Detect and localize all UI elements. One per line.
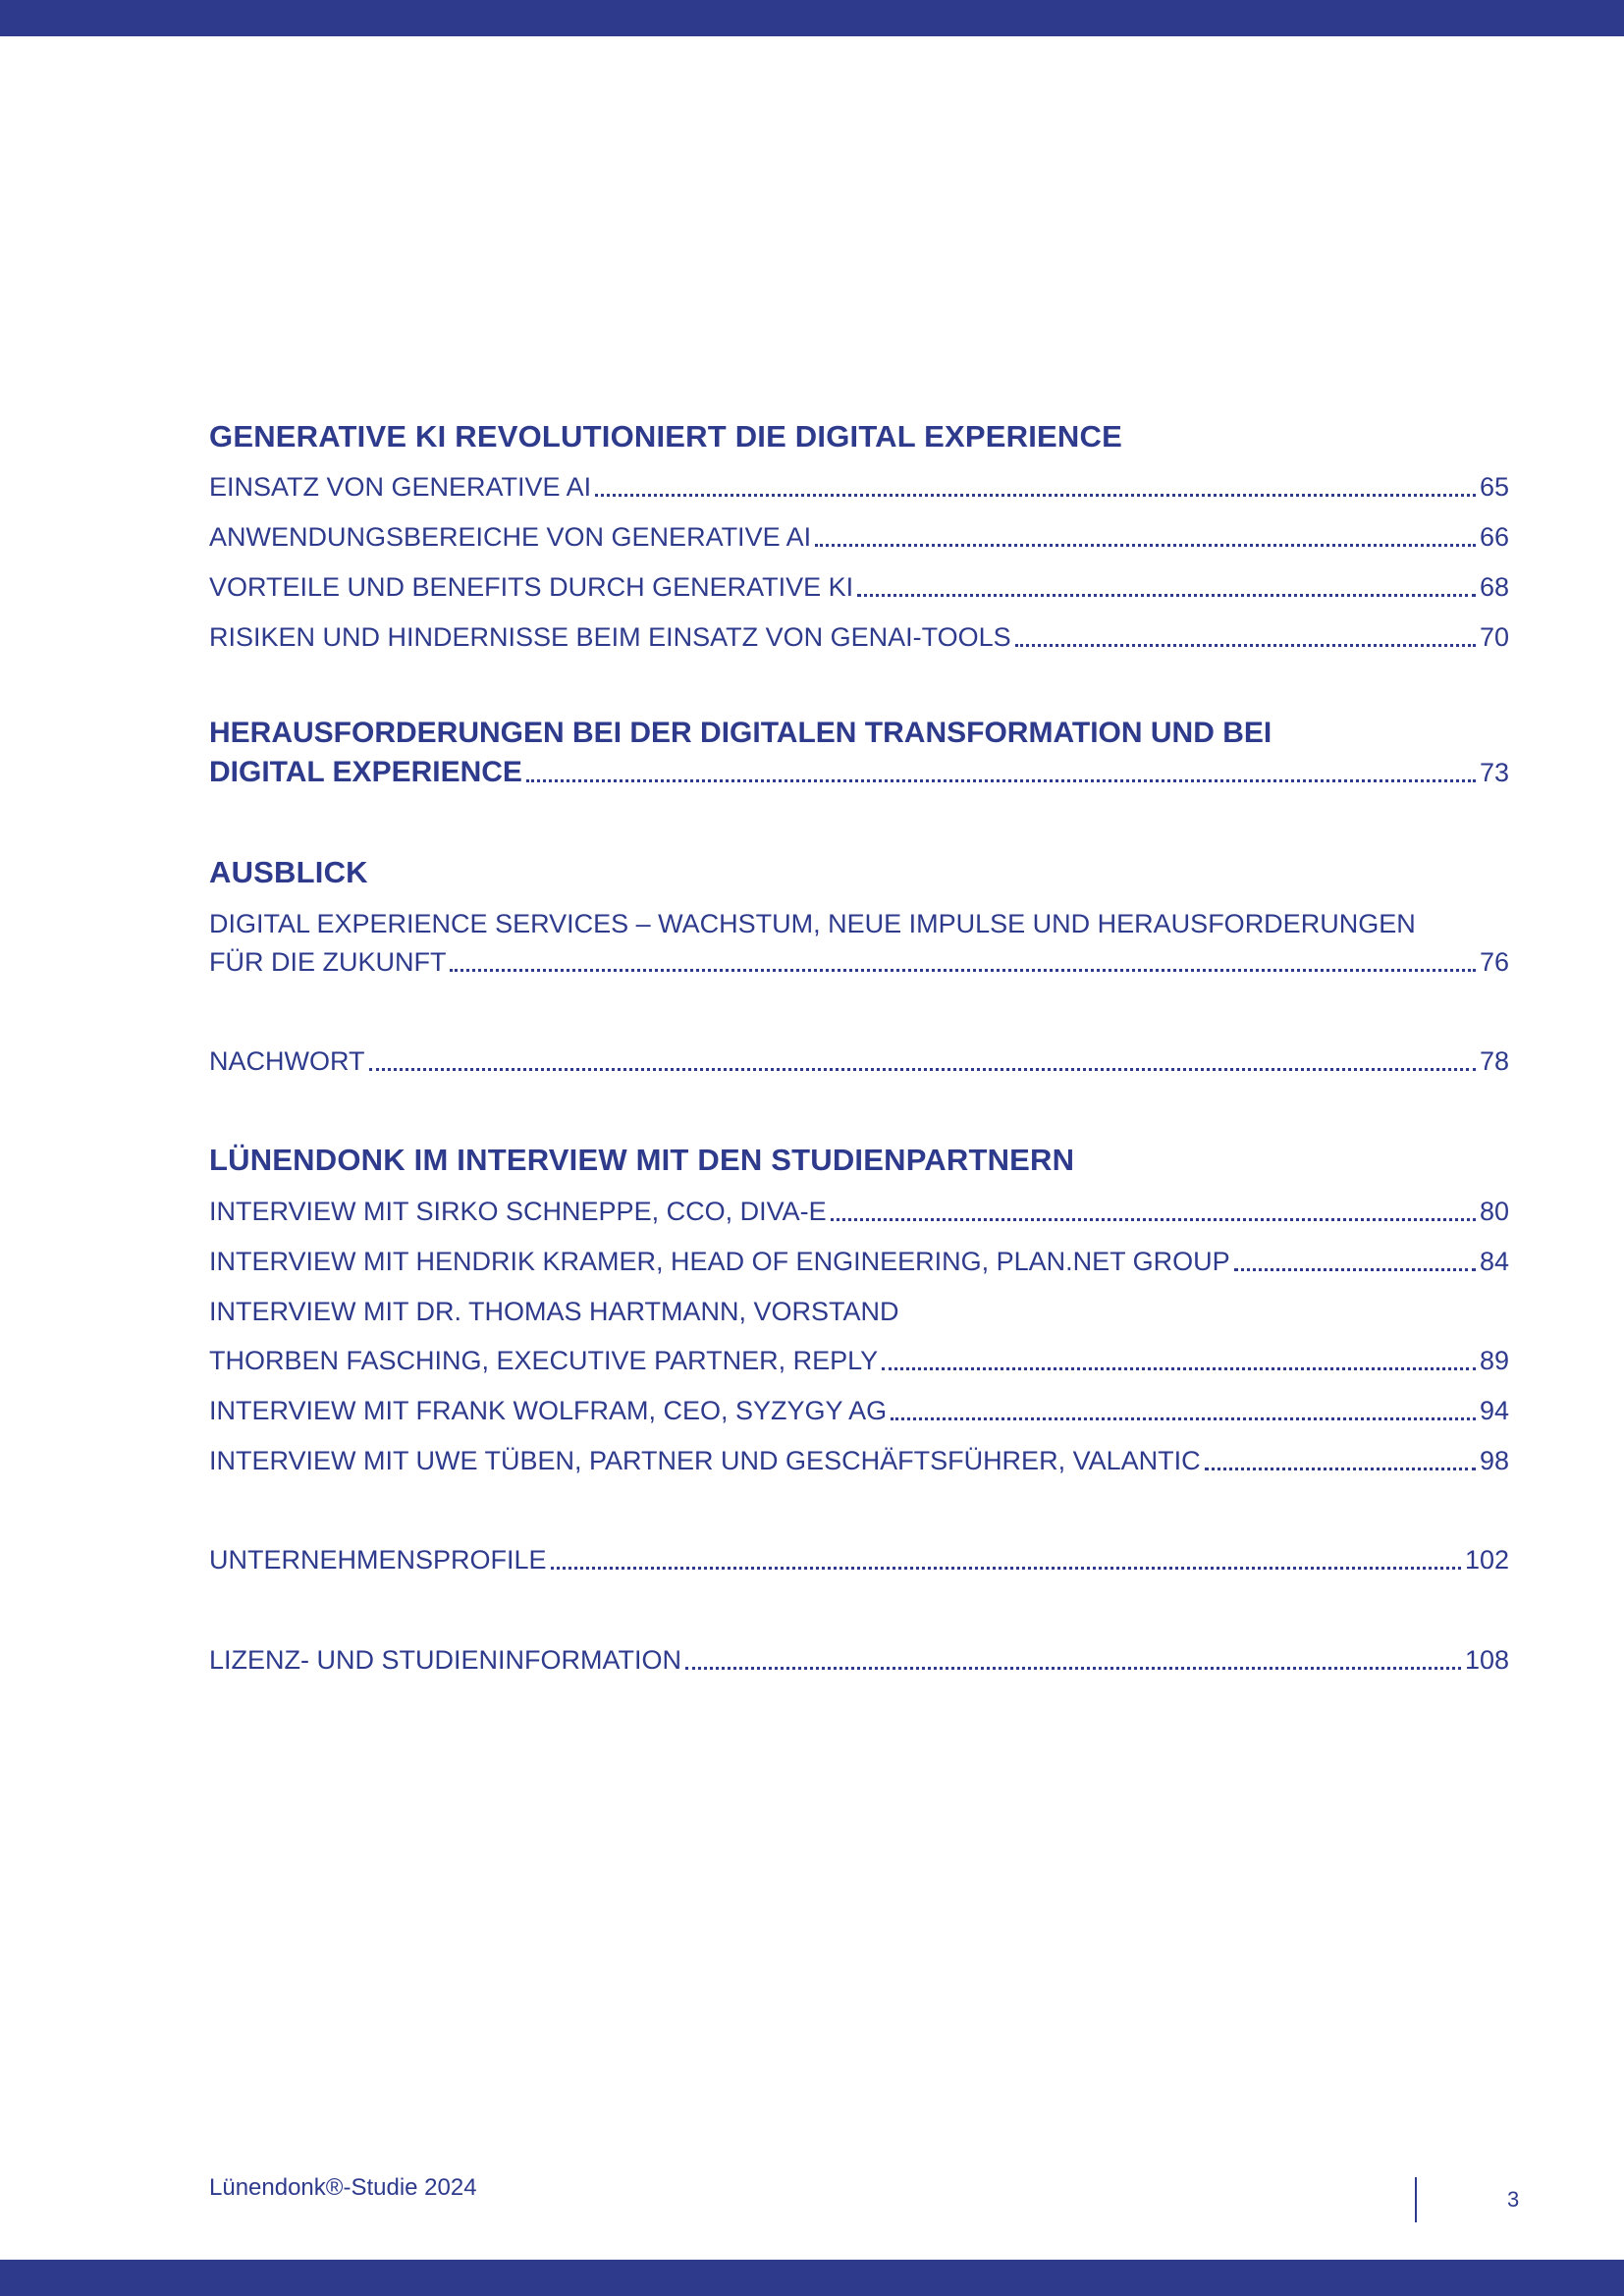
toc-entry-vorteile[interactable] bbox=[209, 569, 1509, 605]
section-heading-outlook: AUSBLICK bbox=[209, 855, 368, 889]
section-heading-challenges: HERAUSFORDERUNGEN BEI DER DIGITALEN TRANSFORMATION UND BEI bbox=[209, 717, 1272, 749]
toc-page-number: 102 bbox=[1464, 1545, 1509, 1575]
dot-leader bbox=[1015, 644, 1476, 647]
section-heading-genai: GENERATIVE KI REVOLUTIONIERT DIE DIGITAL EXPERIENCE bbox=[209, 419, 1122, 454]
dot-leader bbox=[369, 1068, 1476, 1071]
footer-divider bbox=[1415, 2177, 1417, 2222]
toc-page-number: 98 bbox=[1479, 1446, 1509, 1475]
toc-entry-interview-wolfram[interactable] bbox=[209, 1393, 1509, 1428]
toc-entry-interview-tueben[interactable] bbox=[209, 1443, 1509, 1478]
toc-entry-interview-schneppe[interactable] bbox=[209, 1194, 1509, 1229]
footer-page-number: 3 bbox=[1507, 2187, 1520, 2212]
toc-page-number: 94 bbox=[1479, 1396, 1509, 1425]
toc-entry-lizenz[interactable] bbox=[209, 1642, 1509, 1678]
toc-page-number: 73 bbox=[1479, 758, 1509, 787]
dot-leader bbox=[551, 1567, 1461, 1570]
toc-entry-outlook-line1: DIGITAL EXPERIENCE SERVICES – WACHSTUM, NEUE IMPULSE UND HERAUSFORDERUNGEN bbox=[209, 909, 1416, 938]
toc-page-number: 108 bbox=[1464, 1645, 1509, 1675]
toc-entry-label: RISIKEN UND HINDERNISSE BEIM EINSATZ VON GENAI-TOOLS bbox=[209, 622, 1011, 652]
toc-entry-interview-hartmann[interactable] bbox=[209, 1343, 1509, 1378]
toc-page-number: 70 bbox=[1479, 622, 1509, 652]
toc-entry-outlook[interactable] bbox=[209, 944, 1509, 980]
toc-entry-challenges[interactable] bbox=[209, 755, 1509, 790]
toc-entry-label: THORBEN FASCHING, EXECUTIVE PARTNER, REPLY bbox=[209, 1346, 879, 1375]
dot-leader bbox=[815, 544, 1476, 547]
toc-entry-label: INTERVIEW MIT FRANK WOLFRAM, CEO, SYZYGY AG bbox=[209, 1396, 888, 1425]
toc-entry-label: VORTEILE UND BENEFITS DURCH GENERATIVE KI bbox=[209, 572, 854, 602]
dot-leader bbox=[595, 494, 1476, 497]
toc-page-number: 84 bbox=[1479, 1247, 1509, 1276]
toc-page-number: 68 bbox=[1479, 572, 1509, 602]
toc-entry-label: INTERVIEW MIT SIRKO SCHNEPPE, CCO, DIVA-E bbox=[209, 1197, 827, 1226]
toc-entry-label: INTERVIEW MIT HENDRIK KRAMER, HEAD OF ENGINEERING, PLAN.NET GROUP bbox=[209, 1247, 1230, 1276]
toc-entry-nachwort[interactable] bbox=[209, 1043, 1509, 1079]
toc-entry-einsatz[interactable] bbox=[209, 469, 1509, 505]
toc-entry-interview-kramer[interactable] bbox=[209, 1244, 1509, 1279]
dot-leader bbox=[1234, 1268, 1476, 1271]
toc-entry-label: FÜR DIE ZUKUNFT bbox=[209, 947, 447, 977]
toc-entry-label: NACHWORT bbox=[209, 1046, 365, 1076]
toc-page-number: 80 bbox=[1479, 1197, 1509, 1226]
top-accent-bar bbox=[0, 0, 1624, 36]
toc-entry-risiken[interactable] bbox=[209, 619, 1509, 655]
toc-page-number: 89 bbox=[1479, 1346, 1509, 1375]
dot-leader bbox=[685, 1667, 1461, 1670]
toc-entry-unternehmensprofile[interactable] bbox=[209, 1542, 1509, 1577]
toc-entry-interview-hartmann-line1: INTERVIEW MIT DR. THOMAS HARTMANN, VORSTAND bbox=[209, 1297, 899, 1326]
toc-entry-label: EINSATZ VON GENERATIVE AI bbox=[209, 472, 592, 502]
dot-leader bbox=[882, 1367, 1476, 1370]
dot-leader bbox=[857, 594, 1476, 597]
toc-page-number: 66 bbox=[1479, 522, 1509, 552]
toc-entry-label: ANWENDUNGSBEREICHE VON GENERATIVE AI bbox=[209, 522, 812, 552]
toc-entry-label: LIZENZ- UND STUDIENINFORMATION bbox=[209, 1645, 681, 1675]
dot-leader bbox=[831, 1218, 1476, 1221]
toc-entry-anwendungsbereiche[interactable] bbox=[209, 519, 1509, 555]
toc-page-number: 78 bbox=[1479, 1046, 1509, 1076]
toc-entry-label: INTERVIEW MIT UWE TÜBEN, PARTNER UND GESCHÄFTSFÜHRER, VALANTIC bbox=[209, 1446, 1201, 1475]
dot-leader bbox=[1205, 1468, 1476, 1470]
footer-study-title: Lünendonk®-Studie 2024 bbox=[209, 2174, 477, 2201]
toc-entry-label: DIGITAL EXPERIENCE bbox=[209, 756, 522, 788]
dot-leader bbox=[891, 1417, 1476, 1420]
bottom-accent-bar bbox=[0, 2260, 1624, 2296]
dot-leader bbox=[450, 969, 1475, 972]
dot-leader bbox=[526, 779, 1476, 782]
toc-page-number: 65 bbox=[1479, 472, 1509, 502]
toc-entry-label: UNTERNEHMENSPROFILE bbox=[209, 1545, 547, 1575]
toc-page-number: 76 bbox=[1479, 947, 1509, 977]
section-heading-interviews: LÜNENDONK IM INTERVIEW MIT DEN STUDIENPARTNERN bbox=[209, 1143, 1075, 1177]
